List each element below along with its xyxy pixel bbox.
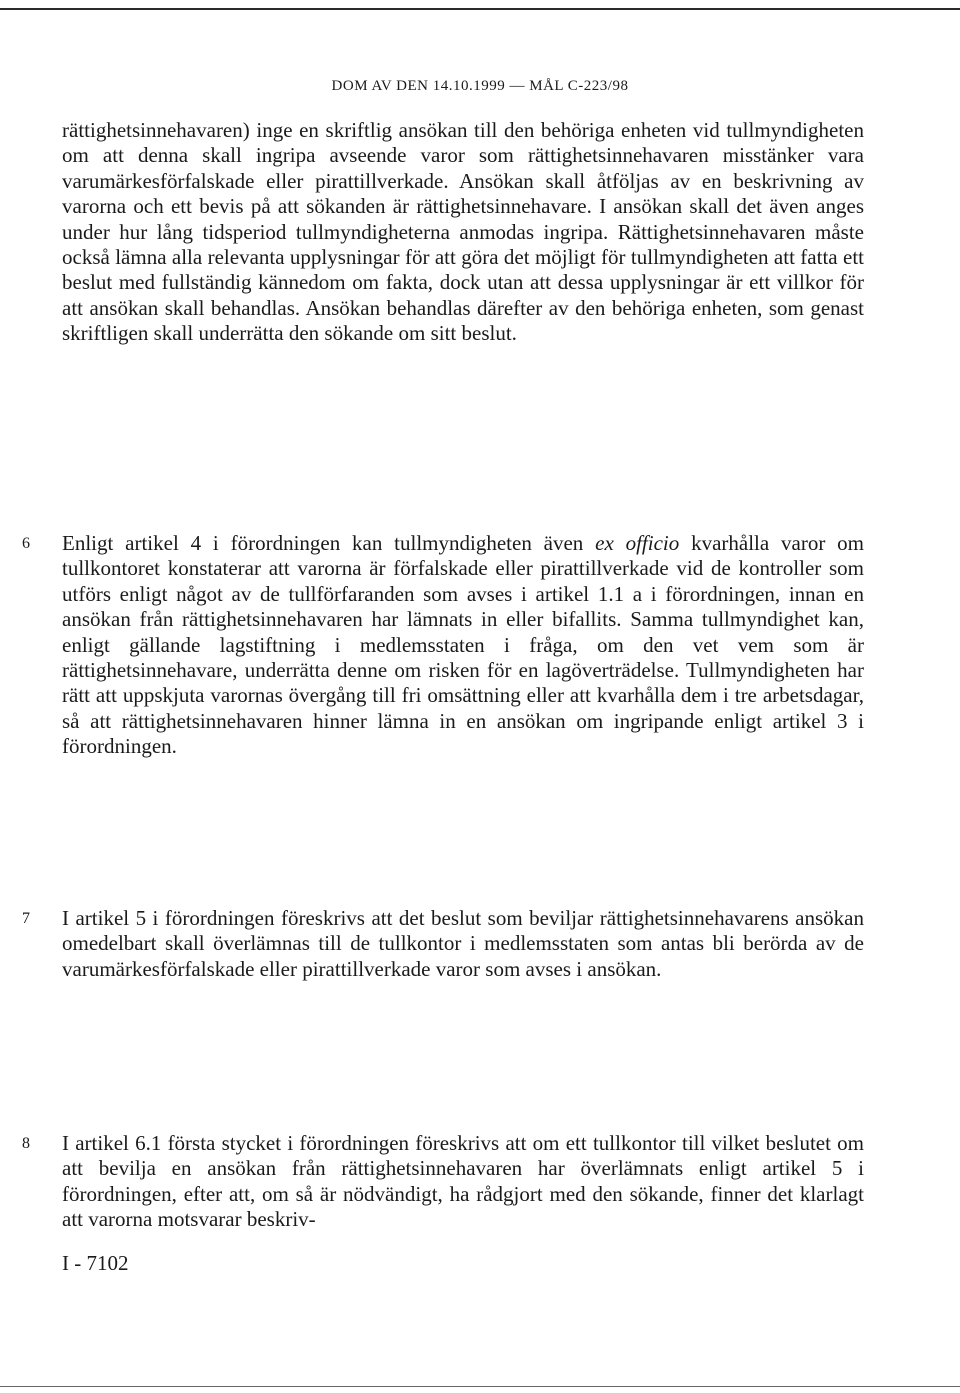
paragraph-number: 7 <box>22 910 30 927</box>
top-rule <box>0 8 960 10</box>
paragraph-italic-term: ex officio <box>595 531 680 555</box>
bottom-rule <box>0 1386 960 1387</box>
running-header: DOM AV DEN 14.10.1999 — MÅL C-223/98 <box>331 78 629 94</box>
paragraph-text-part: kvarhålla varor om tullkontoret konstaterar att varorna är förfalskade eller pirattillverkade vid de kontroller som utförs enligt något av de tullförfaranden som avses i artikel 1.1 a i förordningen, innan en ansökan från rättighetsinnehavaren har lämnats in eller bifallits. Samma tullmyndighet kan, enligt gällande lagstiftning i medlemsstaten i fråga, om den vet vem som är rättighetsinnehavare, underrätta denne om risken för en lagöverträdelse. Tullmyndigheten har rätt att uppskjuta varornas övergång till fri omsättning eller att kvarhålla dem i tre arbetsdagar, så att rättighetsinnehavaren hinner lämna in en ansökan om ingripande enligt artikel 3 i förordningen. <box>62 531 864 759</box>
paragraph-continuation <box>62 118 864 347</box>
paragraph-text: I artikel 5 i förordningen föreskrivs att det beslut som beviljar rättighetsinnehavarens ansökan omedelbart skall överlämnas till de tullkontor i medlemsstaten som antas bli berörda av de varumärkesförfalskade eller pirattillverkade varor som avses i ansökan. <box>62 906 864 981</box>
paragraph-text <box>62 531 864 760</box>
paragraph-number: 6 <box>22 535 30 552</box>
page-number: I - 7102 <box>62 1251 129 1275</box>
paragraph-number: 8 <box>22 1135 30 1152</box>
paragraph-text: I artikel 6.1 första stycket i förordningen föreskrivs att om ett tullkontor till vilket beslutet om att bevilja en ansökan från rättighetsinnehavaren har överlämnats enligt artikel 5 i förordningen, efter att, om så är nödvändigt, ha rådgjort med den sökande, finner det klarlagt att varorna motsvarar beskriv- <box>62 1131 864 1232</box>
paragraph-7 <box>62 906 864 982</box>
paragraph-text: rättighetsinnehavaren) inge en skriftlig ansökan till den behöriga enheten vid tullmyndigheten om att denna skall ingripa avseende varor som rättighetsinnehavaren misstänker vara varumärkesförfalskade eller pirattillverkade. Ansökan skall åtföljas av en beskrivning av varorna och ett bevis på att sökanden är rättighetsinnehavare. I ansökan skall det även anges under hur lång tidsperiod tullmyndigheterna anmodas ingripa. Rättighetsinnehavaren måste också lämna alla relevanta upplysningar för att göra det möjligt för tullmyndigheten att fatta ett beslut med fullständig kännedom om fakta, dock utan att dessa upplysningar är ett villkor för att ansökan skall behandlas. Ansökan behandlas därefter av den behöriga enheten, som genast skriftligen skall underrätta den sökande om sitt beslut. <box>62 118 864 346</box>
paragraph-text-part: Enligt artikel 4 i förordningen kan tullmyndigheten även <box>62 531 596 555</box>
paragraph-6 <box>62 531 864 760</box>
paragraph-8 <box>62 1131 864 1233</box>
